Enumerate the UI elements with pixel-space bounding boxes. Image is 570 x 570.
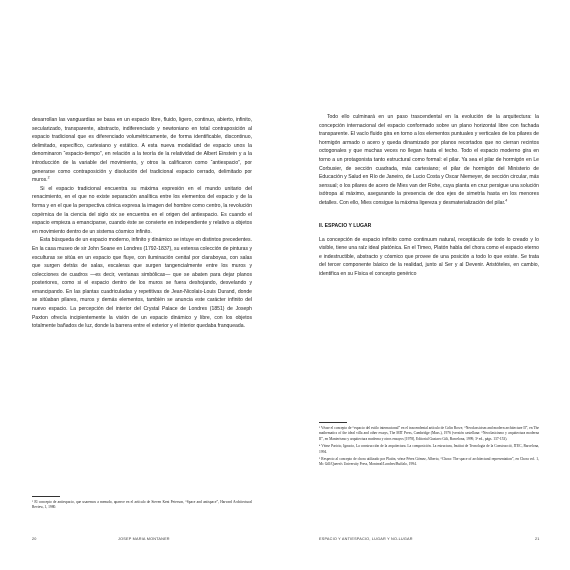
- footnote: ² El concepto de antiespacio, que usaremos a menudo, aparece en el artículo de Steven Kent Peterson, “Space and antispace”, Harvard Architectural Review, 1, 1980.: [32, 500, 252, 510]
- note-mark: 4: [505, 198, 508, 203]
- note-mark: 2: [47, 175, 50, 180]
- footnote-rule: [319, 422, 347, 423]
- footnote: ³ Véase el concepto de “espacio del estilo internacional” en el trascendental artículo de Colin Rowe, “Neoclassicism and modern architecture II”, en The mathematics of the ideal villa and other essays, The MIT Press, Cambridge (Mass.), 1976 (versión castellana: “Neoclasicismo y arquitectura moderna II”, en Manierismo y arquitectura moderna y otros ensayos [1978], Editorial Gustavo Gili, Barcelona, 1999, 3ª ed., págs. 137-153).: [319, 426, 539, 441]
- footnote-rule: [32, 496, 60, 497]
- running-head: ESPACIO Y ANTIESPACIO, LUGAR Y NO-LUGAR: [319, 537, 413, 541]
- paragraph: La concepción de espacio infinito como continuum natural, receptáculo de todo lo creado y lo visible, tiene una raíz ideal platónica. En el Timeo, Platón habla del chora como el espacio eterno e indestructible, abstracto y cósmico que provee de una posición a todo lo que existe. Se trata del tercer componente básico de la realidad, junto al Ser y al Devenir. Aristóteles, en cambio, identifica en su Física el concepto genérico: [319, 236, 539, 277]
- page-number: 21: [535, 537, 540, 541]
- right-footnotes: [319, 422, 539, 470]
- paragraph: desarrollan las vanguardias se basa en un espacio libre, fluido, ligero, continuo, abierto, infinito, secularizado, transparente, abstracto, indiferenciado y newtoniano en total contraposición al espacio tradicional que es diferenciado volumétricamente, de forma identificable, discontinuo, delimitado, específico, cartesiano y estático. A esta nueva modalidad de espacio unos la denominaron “espacio-tiempo”, en relación a la teoría de la relatividad de Albert Einstein y a la introducción de la variable del movimiento, y otros la calificaron como “antiespacio”, por generarse como contraposición y disolución del tradicional espacio cerrado, delimitado por muros.$^2$: [32, 117, 252, 184]
- right-page: [285, 0, 570, 570]
- right-body-text: [319, 113, 539, 279]
- running-head: JOSEP MARIA MONTANER: [118, 537, 170, 541]
- paragraph: Esta búsqueda de un espacio moderno, infinito y dinámico se intuye en distintos precedentes. En la casa museo de sir John Soane en Londres (1792-1837), su extensa colección de pinturas y esculturas se sitúa en un espacio que fluye, con iluminación cenital por claraboyas, con salas que surgen detrás de salas, escaleras que surgen tangencialmente entre los muros y colecciones de cuadros —es decir, ventanas simbólicas— que se abaten para dejar planos posteriores, como si el espacio dentro de los muros se fuera deshojando, desvelando y emancipando. En las plantas cuadriculadas y repetitivas de Jean-Nicolais-Louis Durand, donde se sitúaban pilares, muros y demás elementos, también se anuncia este carácter infinito del nuevo espacio. La percepción del interior del Crystal Palace de Londres (1851) de Joseph Paxton ofrecía incipientemente la visión de un espacio dinámico y libre, con los objetos totalmente bañados de luz, donde la barrera entre el exterior y el interior quedaba franqueada.: [32, 237, 252, 330]
- page-number: 20: [32, 537, 37, 541]
- paragraph: Si el espacio tradicional encuentra su máxima expresión en el mundo unitario del renacimiento, en el que no existe separación analítica entre los elementos del espacio y de la forma y en el que la perspectiva cónica expresa la imagen del hombre como centro, la revolución copérnica de la ciencia del siglo xix se encuentra en el origen del antiespacio. Es cuando el espacio empieza a emanciparse, cuando éste se convierte en independiente y relativo a objetos en movimiento dentro de un sistema cósmico infinito.: [32, 185, 252, 235]
- left-body-text: [32, 116, 252, 331]
- paragraph: Todo ello culminará en un paso trascendental en la evolución de la arquitectura: la concepción internacional del espacio conformado sobre un plano horizontal libre con fachada transparente. El vacío fluido gira en torno a los elementos puntuales y verticales de los pilares de hormigón armado o acero y queda dinamizado por planos recortados que no cierran recintos octogonales y que muchas veces no llegan hasta el techo. Todo el espacio moderno gira en torno a un protagonista tanto estructural como formal: el pilar. Ya sea el pilar de hormigón en Le Corbusier, de sección cuadrada, más cartesiano; el pilar de hormigón del Ministerio de Educación y Salud en Río de Janeiro, de Lucio Costa y Oscar Niemeyer, de sección circular, más sensual; o los pilares de acero de Mies van der Rohe, cuya planta en cruz persigue una solución isótropa al máximo, asegurando la presencia de dos ejes de simetría hasta en los menores detalles. Con ello, Mies consigue la máxima ligereza y desmaterialización del pilar.$^4$: [319, 114, 539, 206]
- section-heading: II. ESPACIO Y LUGAR: [319, 222, 372, 229]
- heading-spacer: [319, 208, 539, 217]
- footnote: ⁴ Véase Paricio, Ignacio, La construcción de la arquitectura. La composición. La estructura, Institut de Tecnologia de la Construcció, ITEC, Barcelona, 1994.: [319, 444, 539, 454]
- footnote: ⁵ Respecto al concepto de chora utilizado por Platón, véase Pérez Gómez, Alberto, “Chora: The space of architectural representation”, en Chora vol. 1, Mc Gill/Queen's University Press, Montreal/Londres/Buffalo, 1994.: [319, 457, 539, 467]
- left-footnotes: [32, 496, 252, 513]
